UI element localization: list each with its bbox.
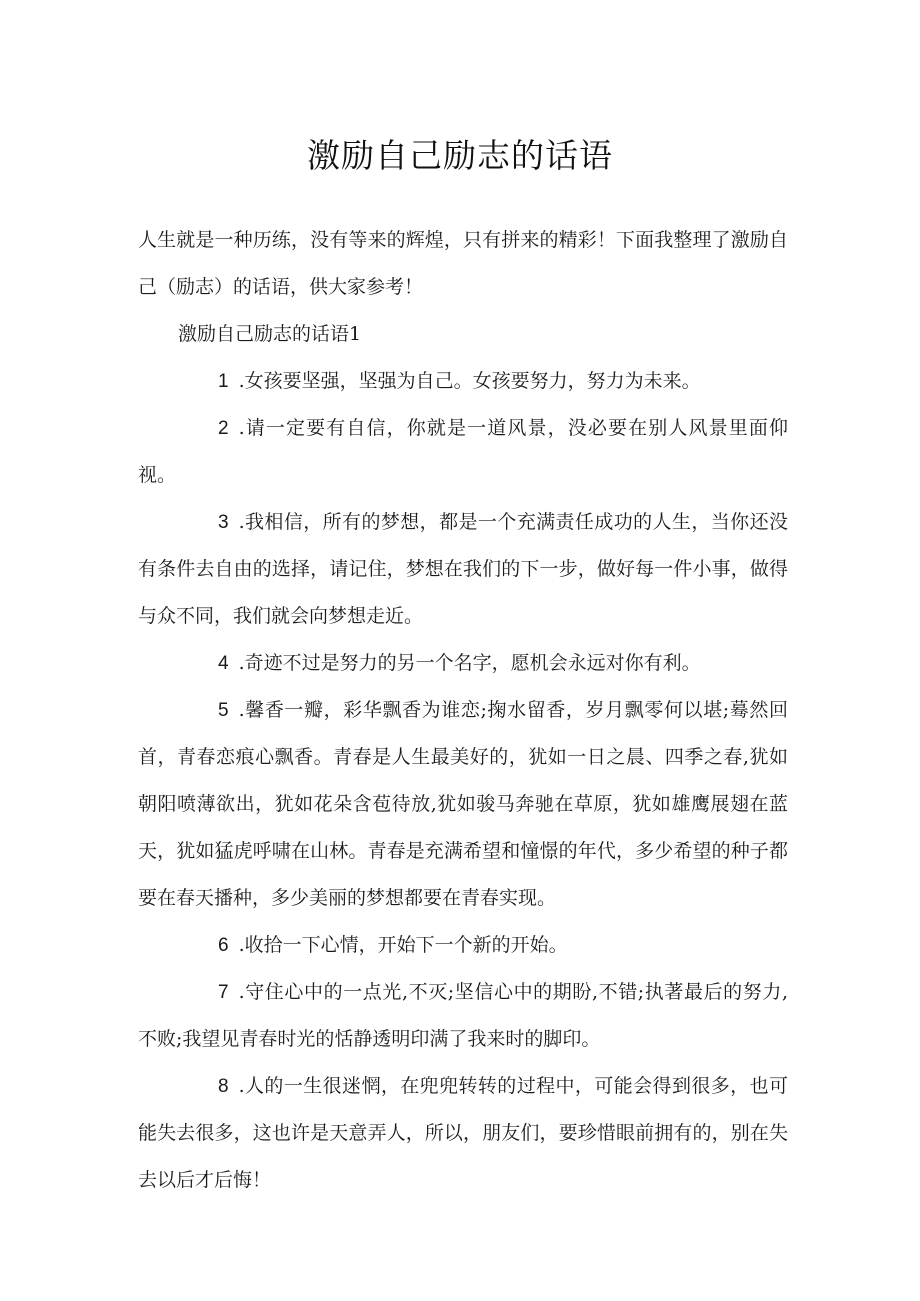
list-item bbox=[138, 1063, 788, 1204]
item-text: .奇迹不过是努力的另一个名字，愿机会永远对你有利。 bbox=[238, 652, 701, 674]
list-item bbox=[138, 922, 788, 969]
item-number: 2 bbox=[218, 418, 229, 439]
item-number: 5 bbox=[218, 700, 229, 721]
section-heading: 激励自己励志的话语1 bbox=[178, 323, 362, 345]
list-item bbox=[138, 969, 788, 1063]
item-number: 4 bbox=[218, 653, 229, 674]
list-item bbox=[138, 358, 788, 405]
item-number: 7 bbox=[218, 982, 229, 1003]
item-number: 8 bbox=[218, 1076, 229, 1097]
item-number: 6 bbox=[218, 935, 229, 956]
item-text: .女孩要坚强，坚强为自己。女孩要努力，努力为未来。 bbox=[238, 370, 701, 392]
item-text: .请一定要有自信，你就是一道风景，没必要在别人风景里面仰视。 bbox=[138, 417, 788, 486]
item-text: .人的一生很迷惘，在兜兜转转的过程中，可能会得到很多，也可能失去很多，这也许是天意弄人，所以，朋友们，要珍惜眼前拥有的，别在失去以后才后悔！ bbox=[138, 1075, 788, 1191]
document-title: 激励自己励志的话语 bbox=[307, 136, 613, 175]
item-number: 3 bbox=[218, 512, 229, 533]
intro-paragraph: 人生就是一种历练，没有等来的辉煌，只有拼来的精彩！下面我整理了激励自己（励志）的话语，供大家参考！ bbox=[138, 229, 788, 298]
item-text: .收拾一下心情，开始下一个新的开始。 bbox=[238, 934, 568, 956]
list-item bbox=[138, 499, 788, 640]
item-text: .馨香一瓣，彩华飘香为谁恋;掬水留香，岁月飘零何以堪;蓦然回首，青春恋痕心飘香。青春是人生最美好的，犹如一日之晨、四季之春,犹如朝阳喷薄欲出，犹如花朵含苞待放,犹如骏马奔驰在草原，犹如雄鹰展翅在蓝天，犹如猛虎呼啸在山林。青春是充满希望和憧憬的年代，多少希望的种子都要在春天播种，多少美丽的梦想都要在青春实现。 bbox=[138, 699, 788, 909]
item-text: .守住心中的一点光,不灭;坚信心中的期盼,不错;执著最后的努力,不败;我望见青春时光的恬静透明印满了我来时的脚印。 bbox=[138, 981, 788, 1050]
item-number: 1 bbox=[218, 371, 229, 392]
list-item bbox=[138, 640, 788, 687]
document-body bbox=[138, 217, 788, 1204]
list-item bbox=[138, 687, 788, 922]
list-item bbox=[138, 405, 788, 499]
item-text: .我相信，所有的梦想，都是一个充满责任成功的人生，当你还没有条件去自由的选择，请记住，梦想在我们的下一步，做好每一件小事，做得与众不同，我们就会向梦想走近。 bbox=[138, 511, 788, 627]
